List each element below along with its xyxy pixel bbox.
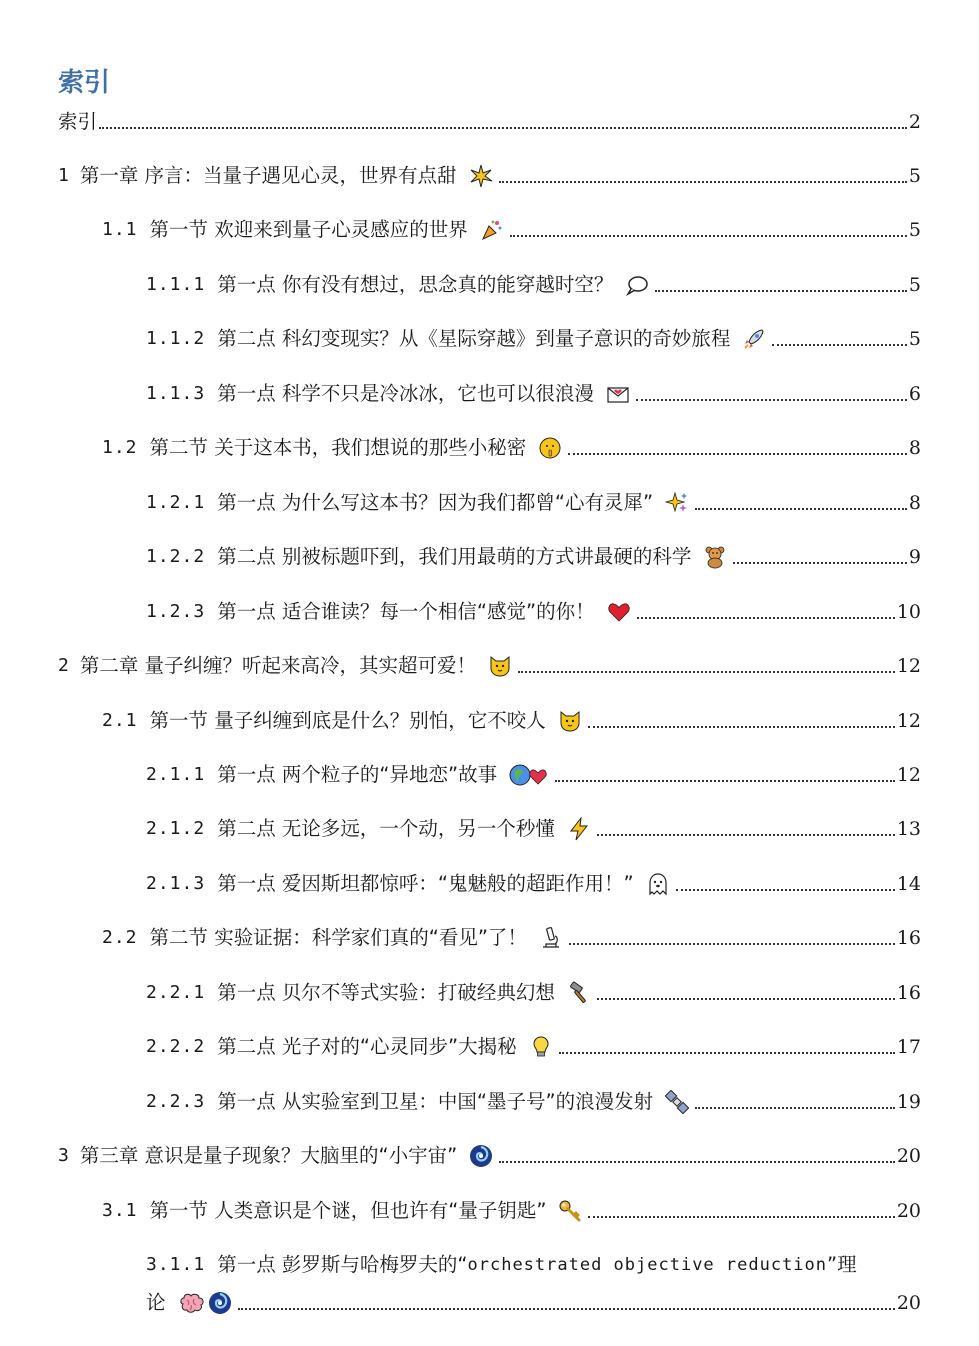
toc-entry-title: 第二章 量子纠缠？听起来高冷，其实超可爱！ xyxy=(79,654,477,677)
toc-entry-number: 1.1.3 xyxy=(146,383,206,404)
toc-entry[interactable] xyxy=(58,1141,921,1171)
speech-bubble-icon xyxy=(625,273,649,297)
toc-page-number: 20 xyxy=(896,1292,921,1314)
cat-face-icon xyxy=(558,709,582,733)
toc-entry-number: 3.1.1 xyxy=(146,1254,206,1275)
toc-entry[interactable] xyxy=(102,923,921,953)
toc-entry-title: 第二节 实验证据：科学家们真的“看见”了！ xyxy=(149,926,527,949)
toc-entry-number: 1.2 xyxy=(102,437,138,458)
toc-entry[interactable] xyxy=(102,433,921,463)
dot-leader xyxy=(695,1107,895,1109)
dot-leader xyxy=(655,290,907,292)
toc-entry[interactable] xyxy=(146,379,921,409)
toc-entry[interactable] xyxy=(146,1250,921,1320)
dot-leader xyxy=(238,1308,895,1310)
toc-page-number: 20 xyxy=(896,1200,921,1222)
dot-leader xyxy=(588,1216,894,1218)
toc-entry-title: 第一点 为什么写这本书？因为我们都曾“心有灵犀” xyxy=(217,491,654,514)
toc-page-number: 5 xyxy=(908,274,921,296)
dot-leader xyxy=(588,726,895,728)
toc-entry[interactable] xyxy=(102,1196,921,1226)
toc-entry-title-continued: 论 xyxy=(146,1291,166,1314)
toc-page-number: 5 xyxy=(908,328,921,350)
toc-page-number: 19 xyxy=(896,1091,921,1113)
toc-entry-number: 1.2.3 xyxy=(146,601,206,622)
ghost-icon xyxy=(646,872,670,896)
dot-leader xyxy=(676,889,895,891)
toc-entry-title: 第三章 意识是量子现象？大脑里的“小宇宙” xyxy=(79,1144,458,1167)
dot-leader xyxy=(637,617,895,619)
toc-entry-number: 1 xyxy=(58,165,70,186)
dot-leader xyxy=(695,508,907,510)
toc-page-number: 10 xyxy=(896,601,921,623)
toc-entry-title: 第一节 人类意识是个谜，但也许有“量子钥匙” xyxy=(149,1199,547,1222)
toc-entry-number: 1.1 xyxy=(102,219,138,240)
toc-entry[interactable] xyxy=(58,107,921,137)
toc-entry[interactable] xyxy=(146,597,921,627)
toc-entry[interactable] xyxy=(146,270,921,300)
dot-leader xyxy=(569,943,895,945)
toc-heading: 索引 xyxy=(58,68,111,98)
toc-entry[interactable] xyxy=(102,215,921,245)
toc-entry-title: 第二点 科幻变现实？从《星际穿越》到量子意识的奇妙旅程 xyxy=(217,327,731,350)
toc-entry[interactable] xyxy=(146,324,921,354)
toc-entry[interactable] xyxy=(146,814,921,844)
light-bulb-icon xyxy=(529,1035,553,1059)
toc-entry-number: 2.2.3 xyxy=(146,1091,206,1112)
toc-entry-title: 第二节 关于这本书，我们想说的那些小秘密 xyxy=(149,436,527,459)
toc-entry[interactable] xyxy=(146,488,921,518)
hammer-icon xyxy=(567,981,591,1005)
sparkles-icon xyxy=(665,491,689,515)
toc-entry[interactable] xyxy=(146,978,921,1008)
toc-entry-title: 第一点 两个粒子的“异地恋”故事 xyxy=(217,763,498,786)
toc-entry-title: 第一点 适合谁读？每一个相信“感觉”的你！ xyxy=(217,600,595,623)
toc-entry-title: 第一点 彭罗斯与哈梅罗夫的“ xyxy=(217,1253,468,1276)
rocket-icon xyxy=(742,327,766,351)
toc-page-number: 5 xyxy=(908,219,921,241)
toc-entry[interactable] xyxy=(146,1087,921,1117)
toc-entry-title: 第一点 你有没有想过，思念真的能穿越时空？ xyxy=(217,273,614,296)
key-icon xyxy=(558,1199,582,1223)
dot-leader xyxy=(555,780,895,782)
galaxy-icon xyxy=(469,1144,493,1168)
toc-entry-number: 2 xyxy=(58,655,70,676)
party-popper-icon xyxy=(480,218,504,242)
toc-page-number: 12 xyxy=(896,710,921,732)
toc-page-number: 17 xyxy=(896,1036,921,1058)
toc-entry[interactable] xyxy=(146,1032,921,1062)
toc-page-number: 8 xyxy=(908,492,921,514)
sparkle-burst-icon xyxy=(469,164,493,188)
shushing-face-icon xyxy=(538,436,562,460)
love-letter-icon xyxy=(606,382,630,406)
toc-page-number: 9 xyxy=(908,546,921,568)
toc-entry-title: 第一节 欢迎来到量子心灵感应的世界 xyxy=(149,218,468,241)
toc-entry-number: 1.2.1 xyxy=(146,492,206,513)
toc-page-number: 20 xyxy=(896,1145,921,1167)
toc-entry-title: 第二点 光子对的“心灵同步”大揭秘 xyxy=(217,1035,517,1058)
toc-entry-title: 第一章 序言：当量子遇见心灵，世界有点甜 xyxy=(79,164,457,187)
dot-leader xyxy=(499,1161,895,1163)
microscope-icon xyxy=(539,926,563,950)
toc-page-number: 13 xyxy=(896,818,921,840)
toc-entry-number: 2.1.3 xyxy=(146,873,206,894)
toc-page-number: 8 xyxy=(908,437,921,459)
brain-icon xyxy=(178,1291,206,1315)
toc-entry-line xyxy=(146,1288,921,1318)
toc-entry-line xyxy=(146,1250,921,1280)
toc-page-number: 16 xyxy=(896,927,921,949)
dot-leader xyxy=(518,671,895,673)
toc-entry-title-latin: orchestrated objective reduction xyxy=(467,1255,828,1275)
lightning-icon xyxy=(567,817,591,841)
toc-entry-title: 第二点 别被标题吓到，我们用最萌的方式讲最硬的科学 xyxy=(217,545,692,568)
dot-leader xyxy=(597,834,895,836)
dot-leader xyxy=(636,399,907,401)
toc-entry[interactable] xyxy=(146,869,921,899)
toc-entry-number: 1.1.2 xyxy=(146,328,206,349)
toc-page-number: 12 xyxy=(896,655,921,677)
dot-leader xyxy=(559,1052,895,1054)
toc-entry-title: 第二点 无论多远，一个动，另一个秒懂 xyxy=(217,817,555,840)
toc-page-number: 16 xyxy=(896,982,921,1004)
teddy-bear-icon xyxy=(703,545,727,569)
red-heart-icon xyxy=(607,600,631,624)
dot-leader xyxy=(772,344,907,346)
toc-entry[interactable] xyxy=(146,542,921,572)
dot-leader xyxy=(499,181,907,183)
toc-entry-number: 3 xyxy=(58,1145,70,1166)
toc-page-number: 5 xyxy=(908,165,921,187)
toc-entry-title: 第一点 从实验室到卫星：中国“墨子号”的浪漫发射 xyxy=(217,1090,654,1113)
toc-entry-number: 1.2.2 xyxy=(146,546,206,567)
dot-leader xyxy=(510,235,907,237)
toc-entry-number: 2.1.2 xyxy=(146,818,206,839)
satellite-icon xyxy=(665,1090,689,1114)
toc-entry-title: 索引 xyxy=(58,110,98,133)
toc-entry[interactable] xyxy=(102,706,921,736)
toc-entry-number: 3.1 xyxy=(102,1200,138,1221)
dot-leader xyxy=(99,127,907,129)
toc-entry-number: 2.2 xyxy=(102,927,138,948)
toc-page-number: 12 xyxy=(896,764,921,786)
toc-entry-title: 第一节 量子纠缠到底是什么？别怕，它不咬人 xyxy=(149,709,546,732)
cat-face-icon xyxy=(488,654,512,678)
toc-entry-title: 第一点 科学不只是冷冰冰，它也可以很浪漫 xyxy=(217,382,594,405)
toc-entry-title: 第一点 爱因斯坦都惊呼：“鬼魅般的超距作用！” xyxy=(217,872,634,895)
toc-entry-number: 1.1.1 xyxy=(146,274,206,295)
galaxy-icon xyxy=(208,1291,232,1315)
toc-entry[interactable] xyxy=(146,760,921,790)
dot-leader xyxy=(568,453,907,455)
toc-page-number: 6 xyxy=(908,383,921,405)
globe-heart-icon xyxy=(509,763,549,787)
toc-entry[interactable] xyxy=(58,651,921,681)
dot-leader xyxy=(597,998,895,1000)
toc-page-number: 14 xyxy=(896,873,921,895)
toc-entry[interactable] xyxy=(58,161,921,191)
dot-leader xyxy=(733,562,907,564)
toc-entry-number: 2.2.2 xyxy=(146,1036,206,1057)
toc-entry-number: 2.1.1 xyxy=(146,764,206,785)
toc-entry-number: 2.1 xyxy=(102,710,138,731)
toc-entry-title: 第一点 贝尔不等式实验：打破经典幻想 xyxy=(217,981,555,1004)
toc-entry-number: 2.2.1 xyxy=(146,982,206,1003)
toc-page-number: 2 xyxy=(908,111,921,133)
toc-entry-title-end: ”理 xyxy=(827,1253,857,1276)
